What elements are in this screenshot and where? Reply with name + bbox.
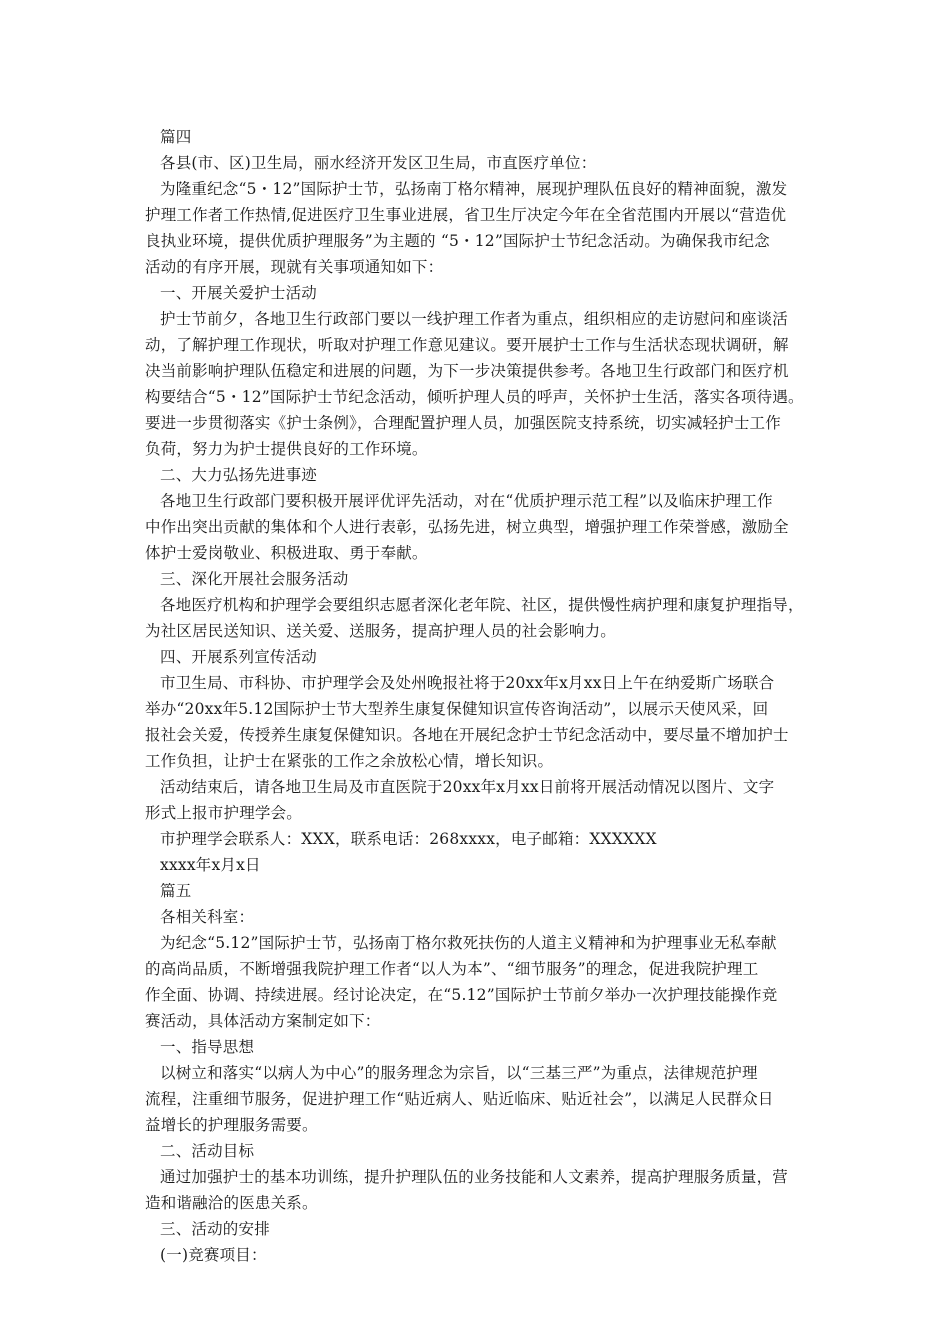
paragraph-line: 流程，注重细节服务，促进护理工作“贴近病人、贴近临床、贴近社会”，以满足人民群众日 <box>145 1090 774 1108</box>
paragraph-line: 各地医疗机构和护理学会要组织志愿者深化老年院、社区，提供慢性病护理和康复护理指导， <box>160 596 804 614</box>
paragraph-line: 护士节前夕，各地卫生行政部门要以一线护理工作者为重点，组织相应的走访慰问和座谈活 <box>160 310 789 328</box>
paragraph-line: 体护士爱岗敬业、积极进取、勇于奉献。 <box>145 544 428 562</box>
paragraph-line: 中作出突出贡献的集体和个人进行表彰，弘扬先进，树立典型，增强护理工作荣誉感，激励全 <box>145 518 789 536</box>
subheading-line: 二、活动目标 <box>160 1142 255 1160</box>
contact-line: 市护理学会联系人：XXX，联系电话：268xxxx，电子邮箱：XXXXXX <box>160 830 657 848</box>
paragraph-line: 造和谐融洽的医患关系。 <box>145 1194 318 1212</box>
paragraph-line: 活动结束后，请各地卫生局及市直医院于20xx年x月xx日前将开展活动情况以图片、文字 <box>160 778 775 796</box>
paragraph-line: 赛活动，具体活动方案制定如下： <box>145 1012 381 1030</box>
paragraph-line: 市卫生局、市科协、市护理学会及处州晚报社将于20xx年x月xx日上午在纳爱斯广场联合 <box>160 674 775 692</box>
paragraph-line: 动，了解护理工作现状，听取对护理工作意见建议。要开展护士工作与生活状态现状调研，解 <box>145 336 789 354</box>
paragraph-line: 决当前影响护理队伍稳定和进展的问题，为下一步决策提供参考。各地卫生行政部门和医疗机 <box>145 362 789 380</box>
paragraph-line: 工作负担，让护士在紧张的工作之余放松心情，增长知识。 <box>145 752 554 770</box>
addressee-line: 各县(市、区)卫生局，丽水经济开发区卫生局，市直医疗单位： <box>160 154 597 172</box>
paragraph-line: 要进一步贯彻落实《护士条例》，合理配置护理人员，加强医院支持系统，切实减轻护士工作 <box>145 414 781 432</box>
subheading-line: 一、指导思想 <box>160 1038 255 1056</box>
paragraph-line: 为隆重纪念“5・12”国际护士节，弘扬南丁格尔精神，展现护理队伍良好的精神面貌，激发 <box>160 180 788 198</box>
section-heading-pian-si: 篇四 <box>160 128 192 146</box>
paragraph-line: 的高尚品质，不断增强我院护理工作者“以人为本”、“细节服务”的理念，促进我院护理工 <box>145 960 759 978</box>
subheading-line: 二、大力弘扬先进事迹 <box>160 466 318 484</box>
paragraph-line: 良执业环境，提供优质护理服务”为主题的 “5・12”国际护士节纪念活动。为确保我市纪念 <box>145 232 770 250</box>
paragraph-line: 各地卫生行政部门要积极开展评优评先活动，对在“优质护理示范工程”以及临床护理工作 <box>160 492 773 510</box>
subheading-line: 三、活动的安排 <box>160 1220 270 1238</box>
section-heading-pian-wu: 篇五 <box>160 882 192 900</box>
paragraph-line: 活动的有序开展，现就有关事项通知如下： <box>145 258 444 276</box>
paragraph-line: 作全面、协调、持续进展。经讨论决定，在“5.12”国际护士节前夕举办一次护理技能操作竞 <box>145 986 778 1004</box>
paragraph-line: 为纪念“5.12”国际护士节，弘扬南丁格尔救死扶伤的人道主义精神和为护理事业无私奉献 <box>160 934 777 952</box>
subheading-line: 四、开展系列宣传活动 <box>160 648 318 666</box>
date-line: xxxx年x月x日 <box>160 856 261 874</box>
paragraph-line: 报社会关爱，传授养生康复保健知识。各地在开展纪念护士节纪念活动中，要尽量不增加护士 <box>145 726 789 744</box>
paragraph-line: 益增长的护理服务需要。 <box>145 1116 318 1134</box>
paragraph-line: 构要结合“5・12”国际护士节纪念活动，倾听护理人员的呼声，关怀护士生活，落实各项待遇。 <box>145 388 804 406</box>
paragraph-line: 形式上报市护理学会。 <box>145 804 303 822</box>
addressee-line: 各相关科室： <box>160 908 255 926</box>
paragraph-line: 举办“20xx年5.12国际护士节大型养生康复保健知识宣传咨询活动”，以展示天使风采，回 <box>145 700 769 718</box>
subheading-line: 一、开展关爱护士活动 <box>160 284 318 302</box>
paragraph-line: 以树立和落实“以病人为中心”的服务理念为宗旨，以“三基三严”为重点，法律规范护理 <box>160 1064 758 1082</box>
paragraph-line: 为社区居民送知识、送关爱、送服务，提高护理人员的社会影响力。 <box>145 622 617 640</box>
subheading-line: (一)竞赛项目： <box>160 1246 267 1264</box>
paragraph-line: 通过加强护士的基本功训练，提升护理队伍的业务技能和人文素养，提高护理服务质量，营 <box>160 1168 789 1186</box>
paragraph-line: 护理工作者工作热情,促进医疗卫生事业进展，省卫生厅决定今年在全省范围内开展以“营造优 <box>145 206 787 224</box>
subheading-line: 三、深化开展社会服务活动 <box>160 570 349 588</box>
paragraph-line: 负荷，努力为护士提供良好的工作环境。 <box>145 440 428 458</box>
